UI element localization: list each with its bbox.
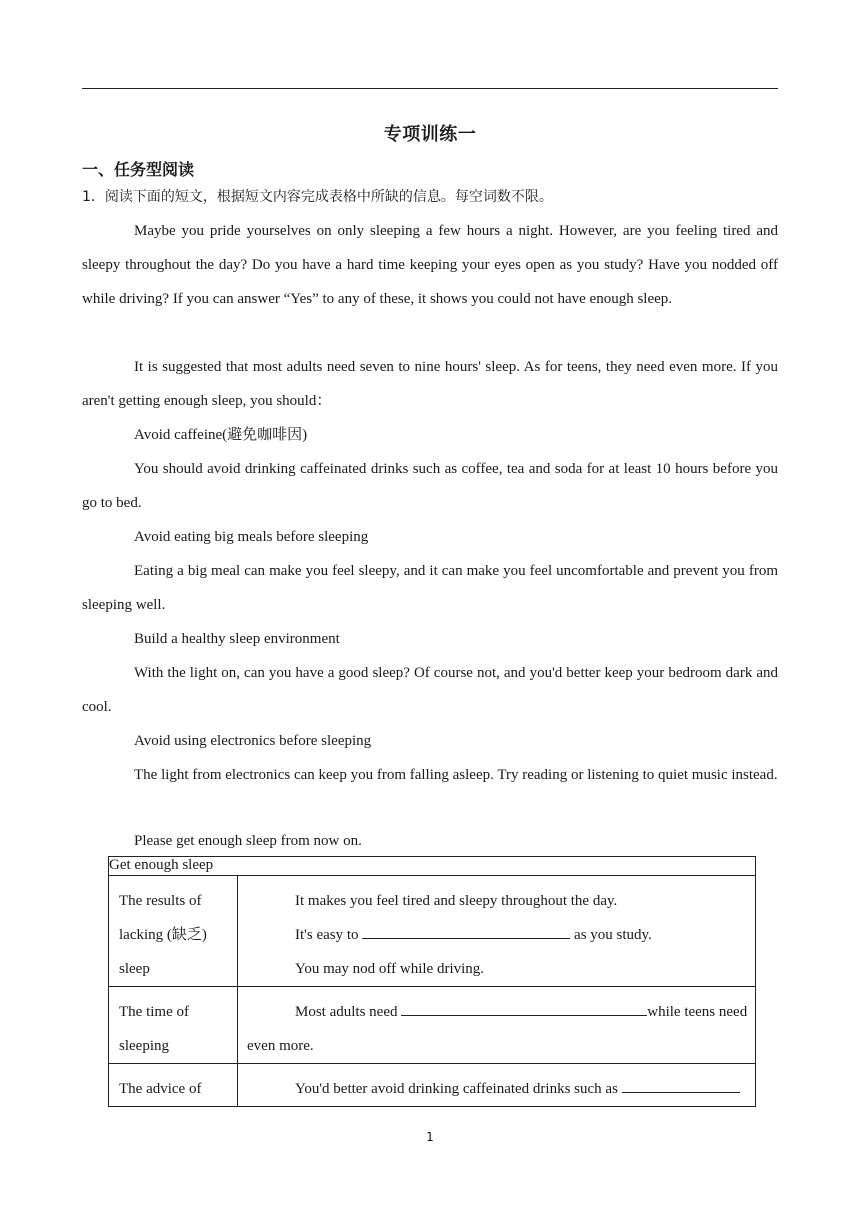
answer-blank-1[interactable]: [362, 922, 570, 939]
row-label-advice: The advice of: [109, 1064, 238, 1107]
row-content-time: Most adults need while teens need even more.: [238, 987, 756, 1064]
row-label-results: The results of lacking (缺乏) sleep: [109, 876, 238, 987]
question-instruction: 1．阅读下面的短文，根据短文内容完成表格中所缺的信息。每空词数不限。: [82, 189, 553, 205]
table-row: [109, 987, 756, 1064]
passage-subheading-4: Avoid using electronics before sleeping: [134, 733, 372, 749]
row-content-advice: You'd better avoid drinking caffeinated drinks such as: [238, 1064, 756, 1107]
passage-paragraph-3: You should avoid drinking caffeinated drinks such as coffee, tea and soda for at least 10 hours before you go to bed.: [82, 461, 778, 511]
passage-subheading-2: Avoid eating big meals before sleeping: [134, 529, 369, 545]
table-header-cell: Get enough sleep: [109, 857, 756, 876]
section-heading: 一、任务型阅读: [82, 160, 195, 179]
page-number: 1: [426, 1130, 434, 1144]
passage-paragraph-4: Eating a big meal can make you feel sleepy, and it can make you feel uncomfortable and prevent you from sleeping well.: [82, 563, 778, 613]
passage-subheading-3: Build a healthy sleep environment: [134, 631, 340, 647]
table-header-row: [109, 857, 756, 876]
passage-closing-line: Please get enough sleep from now on.: [134, 833, 362, 849]
answer-blank-3[interactable]: [622, 1076, 740, 1093]
answer-blank-2[interactable]: [401, 999, 647, 1016]
header-rule: [82, 88, 778, 89]
passage-subheading-1: Avoid caffeine(避免咖啡因): [134, 427, 308, 443]
passage-paragraph-2: It is suggested that most adults need seven to nine hours' sleep. As for teens, they need even more. If you aren't getting enough sleep, you should：: [82, 359, 778, 409]
table-row: [109, 1064, 756, 1107]
page-title: 专项训练一: [383, 124, 477, 145]
passage-paragraph-1: Maybe you pride yourselves on only sleeping a few hours a night. However, are you feeling tired and sleepy throughout the day? Do you have a hard time keeping your eyes open as you study? Have you nodded off while driving? If you can answer “Yes” to any of these, it shows you could not have enough sleep.: [82, 223, 778, 307]
passage-paragraph-5: With the light on, can you have a good sleep? Of course not, and you'd better keep your bedroom dark and cool.: [82, 665, 778, 715]
row-label-time: The time of sleeping: [109, 987, 238, 1064]
row-content-results: It makes you feel tired and sleepy throughout the day. It's easy to as you study. You may nod off while driving.: [238, 876, 756, 987]
table-row: [109, 876, 756, 987]
passage-paragraph-6: The light from electronics can keep you from falling asleep. Try reading or listening to quiet music instead.: [134, 767, 778, 783]
info-table: [108, 856, 756, 1107]
